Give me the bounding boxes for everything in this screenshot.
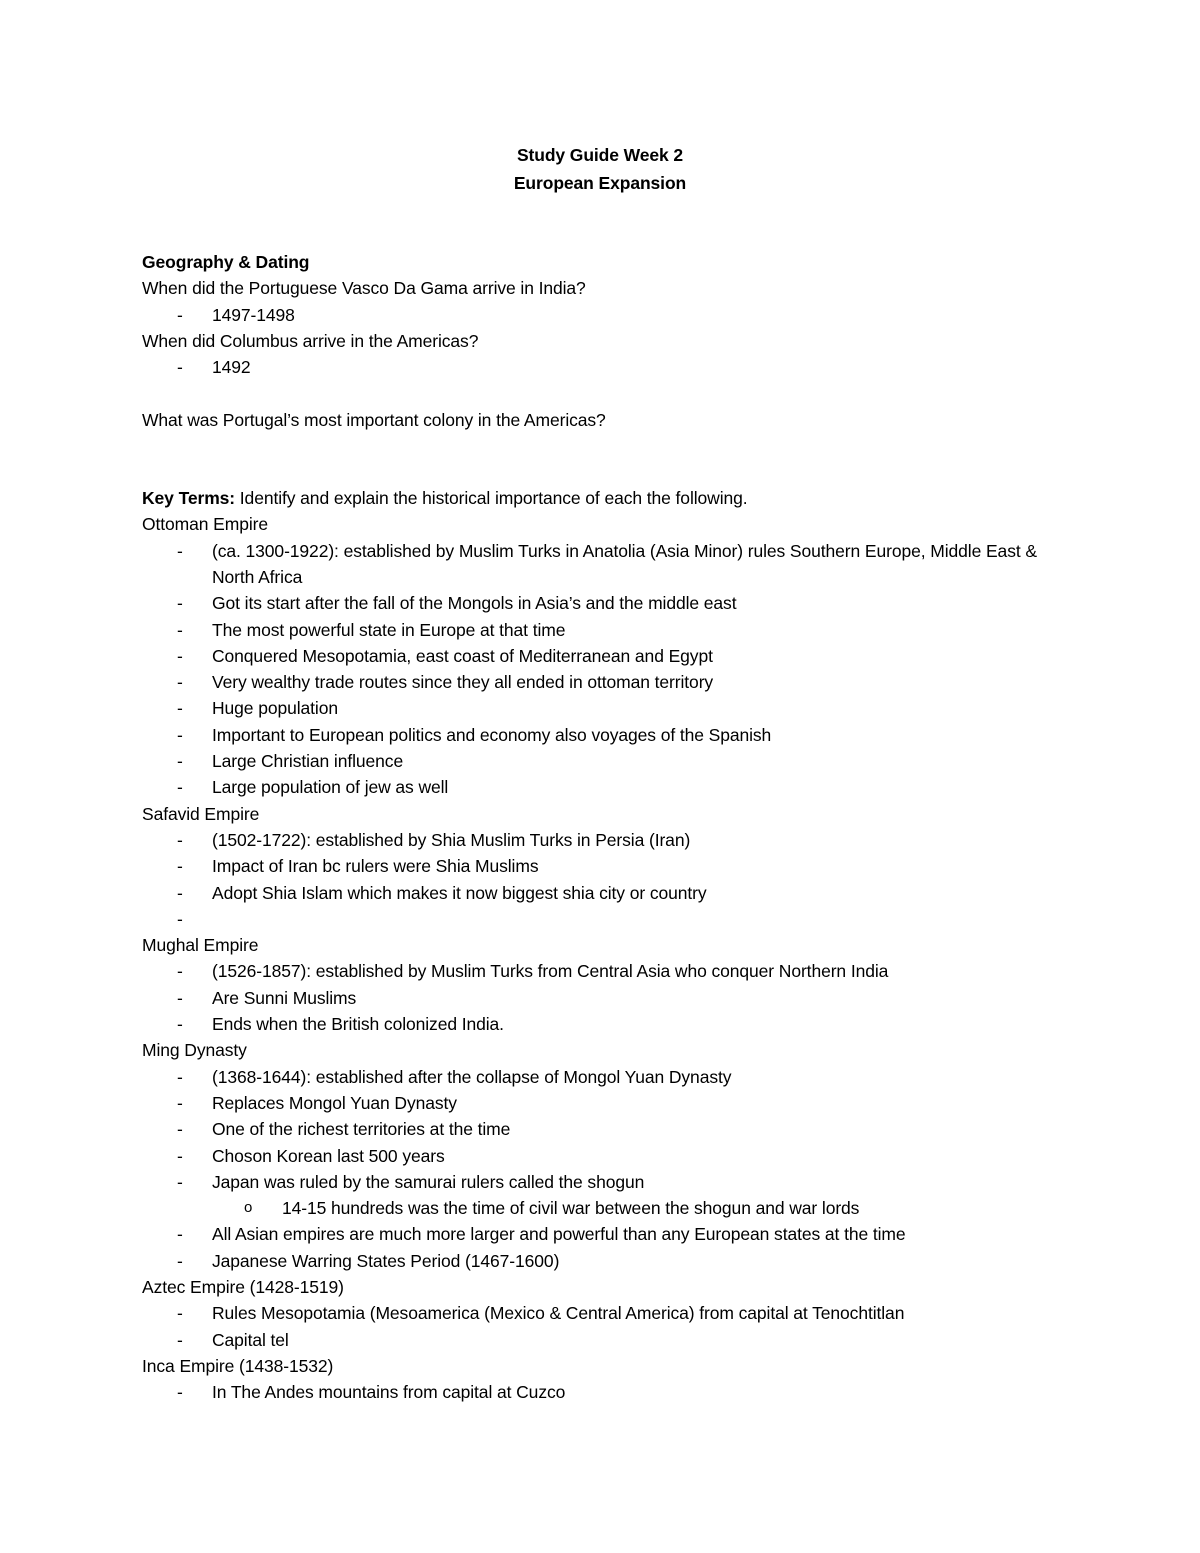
term-title-ming: Ming Dynasty (142, 1040, 247, 1061)
term-title-safavid: Safavid Empire (142, 803, 260, 824)
circle-bullet-icon: o (244, 1199, 253, 1217)
answer-item (142, 302, 1062, 328)
term-title-aztec: Aztec Empire (1428-1519) (142, 1276, 344, 1297)
list-item-text: Adopt Shia Islam which makes it now biggest shia city or country (212, 882, 707, 903)
dash-bullet: - (177, 619, 183, 640)
page-title: Study Guide Week 2 (516, 145, 684, 165)
list-item-text: (1368-1644): established after the collapse of Mongol Yuan Dynasty (212, 1066, 732, 1087)
list-item (142, 906, 1062, 932)
dash-bullet: - (177, 1303, 183, 1324)
dash-bullet: - (177, 1224, 183, 1245)
list-item (142, 1011, 1062, 1037)
list-item (142, 1143, 1062, 1169)
dash-bullet: - (177, 751, 183, 772)
list-item-text: Conquered Mesopotamia, east coast of Mediterranean and Egypt (212, 645, 713, 666)
dash-bullet: - (177, 540, 183, 561)
document-body (142, 249, 1062, 1405)
dash-bullet: - (177, 1066, 183, 1087)
dash-bullet: - (177, 1092, 183, 1113)
list-item-text: Replaces Mongol Yuan Dynasty (212, 1092, 457, 1113)
dash-bullet: - (177, 1250, 183, 1271)
list-item (142, 1300, 1062, 1326)
dash-bullet: - (177, 724, 183, 745)
question-vasco-da-gama: When did the Portuguese Vasco Da Gama arrive in India? (142, 278, 586, 299)
dash-bullet: - (177, 829, 183, 850)
list-item (142, 538, 1062, 591)
dash-bullet: - (177, 856, 183, 877)
dash-bullet: - (177, 593, 183, 614)
answer-text: 1497-1498 (212, 304, 295, 325)
dash-bullet: - (177, 1014, 183, 1035)
list-item-text: Impact of Iran bc rulers were Shia Muslims (212, 856, 539, 877)
list-item-text: (1526-1857): established by Muslim Turks from Central Asia who conquer Northern India (212, 961, 889, 982)
list-item-text: The most powerful state in Europe at that time (212, 619, 566, 640)
dash-bullet: - (177, 987, 183, 1008)
list-item (142, 774, 1062, 800)
list-item-text: Choson Korean last 500 years (212, 1145, 445, 1166)
dash-bullet: - (177, 1382, 183, 1403)
term-title-mughal: Mughal Empire (142, 935, 259, 956)
dash-bullet: - (177, 357, 183, 378)
dash-bullet: - (177, 1329, 183, 1350)
list-item-text: (1502-1722): established by Shia Muslim Turks in Persia (Iran) (212, 829, 691, 850)
key-terms-instruction: Identify and explain the historical importance of each the following. (235, 488, 748, 509)
dash-bullet: - (177, 961, 183, 982)
list-item-text: Large population of jew as well (212, 777, 449, 798)
list-item (142, 695, 1062, 721)
spacer (142, 433, 1062, 485)
list-item (142, 590, 1062, 616)
list-item-text: Japan was ruled by the samurai rulers called the shogun (212, 1171, 645, 1192)
sub-list-item (142, 1195, 1062, 1221)
list-item (142, 1064, 1062, 1090)
dash-bullet: - (177, 698, 183, 719)
list-item-text: One of the richest territories at the time (212, 1119, 511, 1140)
list-item-text: Ends when the British colonized India. (212, 1014, 504, 1035)
list-item (142, 853, 1062, 879)
list-item (142, 1379, 1062, 1405)
list-item-text: Japanese Warring States Period (1467-1600) (212, 1250, 560, 1271)
list-item-text: Got its start after the fall of the Mongols in Asia’s and the middle east (212, 593, 737, 614)
list-item-text: Large Christian influence (212, 751, 404, 772)
question-columbus: When did Columbus arrive in the Americas? (142, 330, 479, 351)
list-item-text: Important to European politics and economy also voyages of the Spanish (212, 724, 772, 745)
list-item (142, 1090, 1062, 1116)
list-item (142, 748, 1062, 774)
dash-bullet: - (177, 1119, 183, 1140)
section-heading-geography: Geography & Dating (142, 252, 310, 272)
dash-bullet: - (177, 882, 183, 903)
term-title-ottoman: Ottoman Empire (142, 514, 269, 535)
page-subtitle: European Expansion (513, 172, 687, 193)
list-item (142, 985, 1062, 1011)
list-item (142, 1116, 1062, 1142)
key-terms-label: Key Terms: (142, 488, 236, 509)
list-item (142, 1169, 1062, 1195)
list-item-text: In The Andes mountains from capital at Cuzco (212, 1382, 566, 1403)
spacer (142, 380, 1062, 406)
list-item (142, 1327, 1062, 1353)
dash-bullet: - (177, 1145, 183, 1166)
list-item (142, 1221, 1062, 1247)
list-item (142, 1248, 1062, 1274)
dash-bullet: - (177, 1171, 183, 1192)
list-item (142, 880, 1062, 906)
sub-list-item-text: 14-15 hundreds was the time of civil war between the shogun and war lords (282, 1198, 860, 1219)
dash-bullet: - (177, 304, 183, 325)
list-item (142, 827, 1062, 853)
list-item-text: Very wealthy trade routes since they all ended in ottoman territory (212, 672, 714, 693)
list-item-text: Capital tel (212, 1329, 289, 1350)
key-terms-intro (142, 485, 1062, 511)
question-portugal-colony: What was Portugal’s most important colony in the Americas? (142, 409, 606, 430)
list-item-text: Are Sunni Muslims (212, 987, 357, 1008)
list-item (142, 643, 1062, 669)
title-block (0, 142, 1200, 197)
list-item-text: Rules Mesopotamia (Mesoamerica (Mexico & Central America) from capital at Tenochtitlan (212, 1303, 905, 1324)
term-title-inca: Inca Empire (1438-1532) (142, 1355, 334, 1376)
list-item-text: All Asian empires are much more larger and powerful than any European states at the time (212, 1224, 906, 1245)
dash-bullet: - (177, 645, 183, 666)
list-item (142, 617, 1062, 643)
list-item-text: (ca. 1300-1922): established by Muslim Turks in Anatolia (Asia Minor) rules Southern Europe, Middle East & North Africa (212, 540, 1037, 587)
dash-bullet: - (177, 672, 183, 693)
answer-text: 1492 (212, 357, 251, 378)
key-terms-sections (142, 511, 1062, 1405)
list-item (142, 669, 1062, 695)
answer-item (142, 354, 1062, 380)
dash-bullet: - (177, 908, 183, 929)
dash-bullet: - (177, 777, 183, 798)
list-item (142, 722, 1062, 748)
list-item (142, 958, 1062, 984)
list-item-text: Huge population (212, 698, 338, 719)
